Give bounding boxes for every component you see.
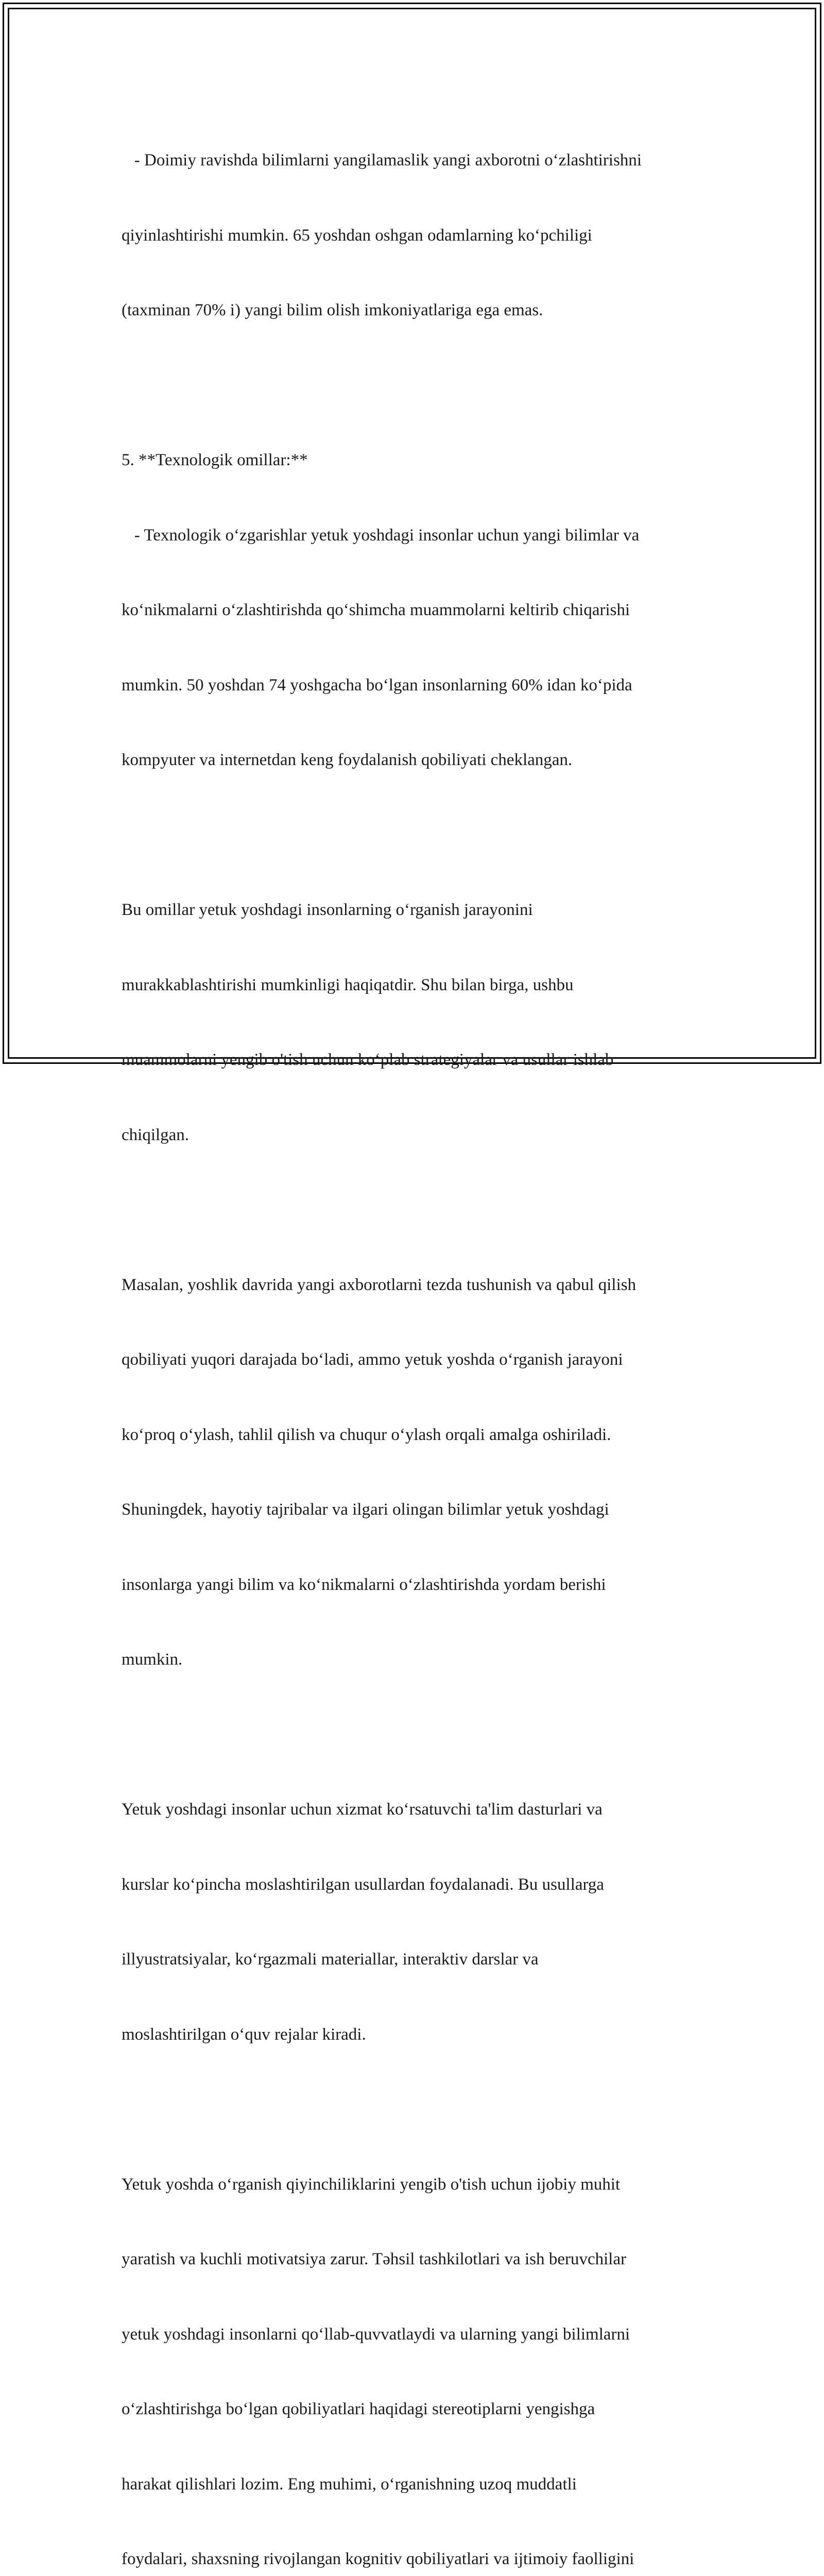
text-line: insonlarga yangi bilim va ko‘nikmalarni o‘zlashtirishda yordam berishi (122, 1572, 709, 1598)
text-line: ko‘proq o‘ylash, tahlil qilish va chuqur o‘ylash orqali amalga oshiriladi. (122, 1422, 709, 1448)
text-line: qiyinlashtirishi mumkin. 65 yoshdan oshgan odamlarning ko‘pchiligi (122, 223, 709, 248)
document-body (122, 98, 709, 2576)
text-line: ko‘nikmalarni o‘zlashtirishda qo‘shimcha muammolarni keltirib chiqarishi (122, 598, 709, 623)
text-line: Yetuk yoshda o‘rganish qiyinchiliklarini yengib o'tish uchun ijobiy muhit (122, 2172, 709, 2197)
text-line: kompyuter va internetdan keng foydalanish qobiliyati cheklangan. (122, 748, 709, 773)
text-line: o‘zlashtirishga bo‘lgan qobiliyatlari haqidagi stereotiplarni yengishga (122, 2397, 709, 2422)
text-line: muammolarni yengib o'tish uchun ko‘plab strategiyalar va usullar ishlab (122, 1047, 709, 1073)
text-line: (taxminan 70% i) yangi bilim olish imkoniyatlariga ega emas. (122, 298, 709, 323)
text-line: foydalari, shaxsning rivojlangan kognitiv qobiliyatlari va ijtimoiy faolligini (122, 2547, 709, 2572)
text-line: yetuk yoshdagi insonlarni qo‘llab-quvvatlaydi va ularning yangi bilimlarni (122, 2322, 709, 2347)
text-line: chiqilgan. (122, 1123, 709, 1148)
text-line: murakkablashtirishi mumkinligi haqiqatdir. Shu bilan birga, ushbu (122, 973, 709, 998)
text-line: illyustratsiyalar, ko‘rgazmali materiallar, interaktiv darslar va (122, 1947, 709, 1972)
text-line: Masalan, yoshlik davrida yangi axborotlarni tezda tushunish va qabul qilish (122, 1273, 709, 1298)
text-line: Bu omillar yetuk yoshdagi insonlarning o‘rganish jarayonini (122, 897, 709, 923)
text-line: harakat qilishlari lozim. Eng muhimi, o‘rganishning uzoq muddatli (122, 2472, 709, 2497)
text-line: qobiliyati yuqori darajada bo‘ladi, ammo yetuk yoshda o‘rganish jarayoni (122, 1347, 709, 1372)
text-line: mumkin. (122, 1647, 709, 1672)
paragraph-conclusion (122, 2122, 709, 2576)
text-line: yaratish va kuchli motivatsiya zarur. Təhsil tashkilotlari va ish beruvchilar (122, 2247, 709, 2272)
text-line: mumkin. 50 yoshdan 74 yoshgacha bo‘lgan insonlarning 60% idan ko‘pida (122, 673, 709, 698)
text-line: kurslar ko‘pincha moslashtirilgan usullardan foydalanadi. Bu usullarga (122, 1872, 709, 1897)
paragraph-technological-factors (122, 398, 709, 823)
text-line: - Texnologik o‘zgarishlar yetuk yoshdagi insonlar uchun yangi bilimlar va (122, 523, 709, 548)
paragraph-factors-summary (122, 848, 709, 1197)
section-heading: 5. **Texnologik omillar:** (122, 448, 709, 473)
paragraph-example (122, 1223, 709, 1722)
text-line: Shuningdek, hayotiy tajribalar va ilgari olingan bilimlar yetuk yoshdagi (122, 1497, 709, 1522)
text-line: moslashtirilgan o‘quv rejalar kiradi. (122, 2022, 709, 2047)
text-line: Yetuk yoshdagi insonlar uchun xizmat ko‘rsatuvchi ta'lim dasturlari va (122, 1797, 709, 1822)
paragraph-education-programs (122, 1747, 709, 2097)
text-line: - Doimiy ravishda bilimlarni yangilamaslik yangi axborotni o‘zlashtirishni (122, 148, 709, 173)
paragraph-knowledge-update (122, 98, 709, 373)
